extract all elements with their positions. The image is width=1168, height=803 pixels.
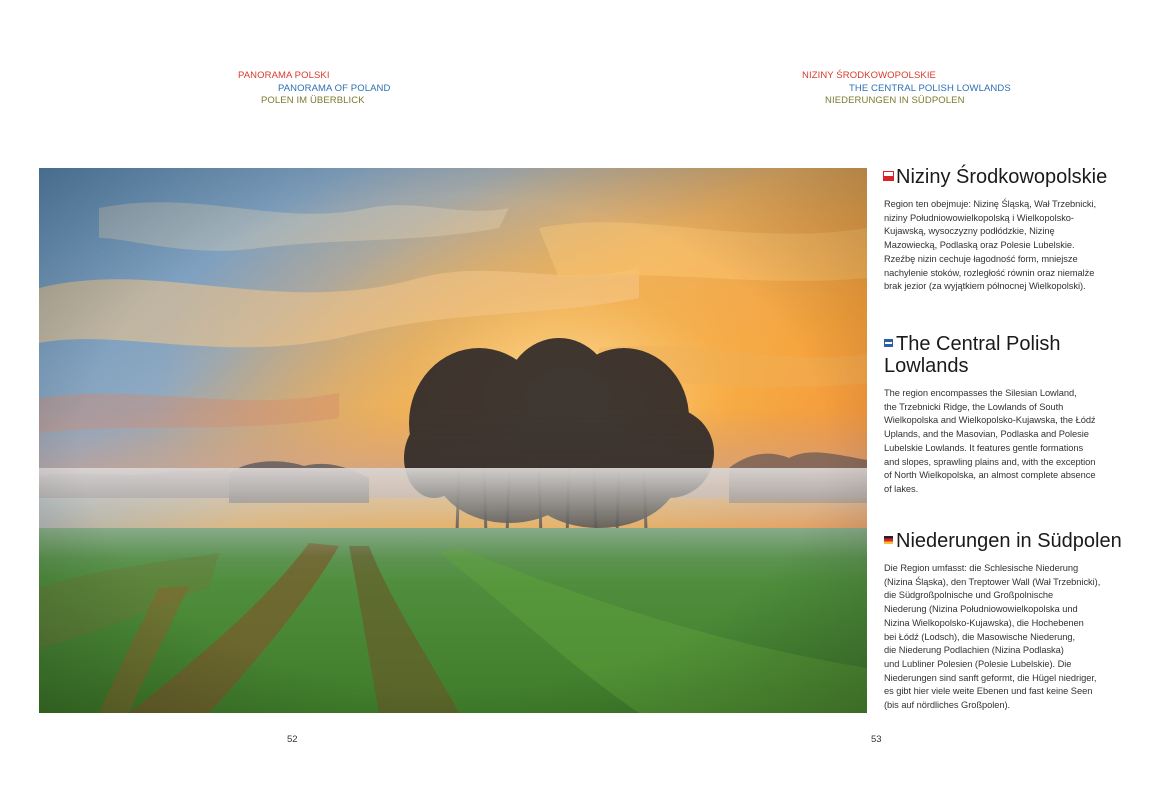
flag-de-icon bbox=[884, 536, 893, 544]
body-line: the Trzebnicki Ridge, the Lowlands of South bbox=[884, 401, 1064, 412]
body-line: Die Region umfasst: die Schlesische Niederung bbox=[884, 563, 1079, 573]
body-line: niziny Południowowielkopolską i Wielkopolsko- bbox=[884, 212, 1074, 223]
landscape-photo bbox=[39, 168, 867, 713]
page-number-left: 52 bbox=[287, 734, 298, 745]
body-line: es gibt hier viele weite Ebenen und fast keine Seen bbox=[884, 686, 1093, 697]
body-line: The region encompasses the Silesian Lowland, bbox=[884, 388, 1077, 398]
section-title bbox=[884, 166, 1134, 188]
header-en: PANORAMA OF POLAND bbox=[278, 82, 391, 94]
body-line: Mazowiecką, Podlaską oraz Polesie Lubelskie. bbox=[884, 240, 1075, 251]
section-body bbox=[884, 198, 1134, 294]
section-de bbox=[884, 530, 1134, 713]
body-line: Lubelskie Lowlands. It features gentle formations bbox=[884, 442, 1084, 453]
body-line: (Nizina Śląska), den Treptower Wall (Wał Trzebnicki), bbox=[884, 576, 1101, 587]
section-title-text: The Central Polish Lowlands bbox=[884, 333, 1061, 377]
body-line: Niederung (Nizina Południowowielkopolska und bbox=[884, 604, 1078, 615]
section-title-text: Niederungen in Südpolen bbox=[896, 530, 1122, 552]
body-line: nachylenie stoków, rozległość równin oraz niemalże bbox=[884, 267, 1095, 278]
body-line: Rzeźbę nizin cechuje łagodność form, mniejsze bbox=[884, 253, 1078, 264]
body-line: Wielkopolska and Wielkopolsko-Kujawska, the Łódź bbox=[884, 415, 1096, 426]
flag-en-icon bbox=[884, 339, 893, 347]
flag-pl-icon bbox=[884, 172, 893, 180]
header-de: POLEN IM ÜBERBLICK bbox=[261, 95, 365, 106]
body-line: of lakes. bbox=[884, 483, 919, 494]
right-page-header bbox=[802, 70, 1011, 108]
body-line: (bis auf nördliches Großpolen). bbox=[884, 700, 1011, 711]
section-body bbox=[884, 562, 1134, 713]
body-line: die Südgroßpolnische und Großpolnische bbox=[884, 590, 1054, 601]
left-page-header bbox=[238, 70, 390, 108]
body-line: bei Łódź (Lodsch), die Masowische Niederung, bbox=[884, 631, 1076, 642]
body-line: of North Wielkopolska, an almost complete absence bbox=[884, 470, 1096, 481]
body-line: and slopes, sprawling plains and, with the exception bbox=[884, 456, 1096, 467]
header-en: THE CENTRAL POLISH LOWLANDS bbox=[849, 82, 1011, 94]
body-line: Kujawską, wysoczyzny podłódzkie, Nizinę bbox=[884, 226, 1055, 237]
body-line: brak jezior (za wyjątkiem północnej Wielkopolski). bbox=[884, 281, 1086, 292]
section-en bbox=[884, 333, 1134, 497]
header-pl: NIZINY ŚRODKOWOPOLSKIE bbox=[802, 70, 936, 81]
section-title bbox=[884, 333, 1074, 377]
header-de: NIEDERUNGEN IN SÜDPOLEN bbox=[825, 95, 965, 106]
page-number-right: 53 bbox=[871, 734, 882, 745]
body-line: und Lubliner Polesien (Polesie Lubelskie). Die bbox=[884, 658, 1072, 669]
body-line: Uplands, and the Masovian, Podlaska and Polesie bbox=[884, 429, 1089, 440]
section-body bbox=[884, 387, 1134, 497]
body-line: Nizina Wielkopolsko-Kujawska), die Hochebenen bbox=[884, 617, 1084, 628]
section-title bbox=[884, 530, 1134, 552]
header-pl: PANORAMA POLSKI bbox=[238, 70, 330, 81]
section-pl bbox=[884, 166, 1134, 294]
body-line: Niederungen sind sanft geformt, die Hügel niedriger, bbox=[884, 672, 1097, 683]
section-title-text: Niziny Środkowopolskie bbox=[896, 166, 1108, 188]
body-line: Region ten obejmuje: Nizinę Śląską, Wał Trzebnicki, bbox=[884, 199, 1097, 209]
body-line: die Niederung Podlachien (Nizina Podlaska) bbox=[884, 645, 1064, 656]
